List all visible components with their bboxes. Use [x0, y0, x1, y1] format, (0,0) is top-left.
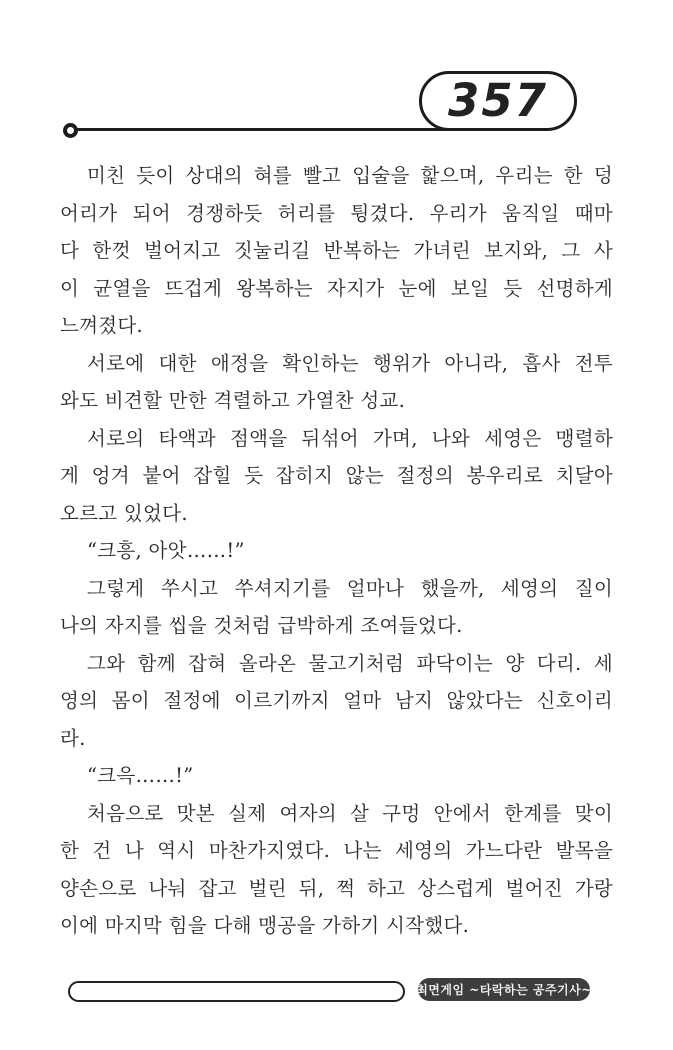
text-line: 미친 듯이 상대의 혀를 빨고 입술을 핥으며, 우리는 한 덩	[87, 164, 613, 187]
rule-end-ring-icon	[63, 123, 78, 138]
page-number-badge	[419, 71, 577, 131]
text-line: 영의 몸이 절정에 이르기까지 얼마 남지 않았다는 신호이리	[60, 689, 613, 712]
text-line: 그렇게 쑤시고 쑤셔지기를 얼마나 했을까, 세영의 질이	[87, 576, 613, 600]
paragraph	[60, 420, 613, 533]
footer-rule-pill	[68, 981, 405, 1002]
text-line: 양손으로 나눠 잡고 벌린 뒤, 쩍 하고 상스럽게 벌어진 가랑	[60, 876, 613, 900]
paragraph	[60, 570, 613, 645]
series-title-badge	[418, 978, 590, 1001]
text-line: 서로에 대한 애정을 확인하는 행위가 아니라, 흡사 전투	[87, 351, 613, 375]
text-line: 나의 자지를 씹을 것처럼 급박하게 조여들었다.	[60, 614, 463, 637]
text-line: 그와 함께 잡혀 올라온 물고기처럼 파닥이는 양 다리. 세	[87, 651, 613, 675]
text-line: “크흥, 아앗……!”	[87, 539, 245, 562]
text-line: 라.	[60, 726, 86, 750]
series-title: 최면게임 ~타락하는 공주기사~	[416, 983, 592, 997]
body-text	[60, 157, 613, 945]
text-line: 한 건 나 역시 마찬가지였다. 나는 세영의 가느다란 발목을	[60, 839, 613, 862]
text-line: 서로의 타액과 점액을 뒤섞어 가며, 나와 세영은 맹렬하	[87, 426, 613, 450]
text-line: 이 균열을 뜨겁게 왕복하는 자지가 눈에 보일 듯 선명하게	[60, 276, 613, 300]
text-line: 다 한껏 벌어지고 짓눌리길 반복하는 가녀린 보지와, 그 사	[60, 239, 613, 262]
text-line: 오르고 있었다.	[60, 501, 188, 525]
paragraph	[60, 345, 613, 420]
text-line: 게 엉겨 붙어 잡힐 듯 잡히지 않는 절정의 봉우리로 치달아	[60, 464, 613, 487]
header-rule	[77, 128, 467, 131]
text-line: 어리가 되어 경쟁하듯 허리를 튕겼다. 우리가 움직일 때마	[60, 201, 613, 225]
text-line: 와도 비견할 만한 격렬하고 가열찬 성교.	[60, 389, 406, 412]
paragraph	[60, 157, 613, 345]
text-line: 이에 마지막 힘을 다해 맹공을 가하기 시작했다.	[60, 914, 470, 937]
paragraph	[60, 532, 613, 570]
text-line: 처음으로 맛본 실제 여자의 살 구멍 안에서 한계를 맞이	[87, 801, 613, 825]
text-line: “크윽……!”	[87, 764, 194, 787]
paragraph	[60, 645, 613, 758]
paragraph	[60, 757, 613, 795]
text-line: 느껴졌다.	[60, 314, 144, 337]
paragraph	[60, 795, 613, 945]
page-number: 357	[448, 73, 548, 127]
